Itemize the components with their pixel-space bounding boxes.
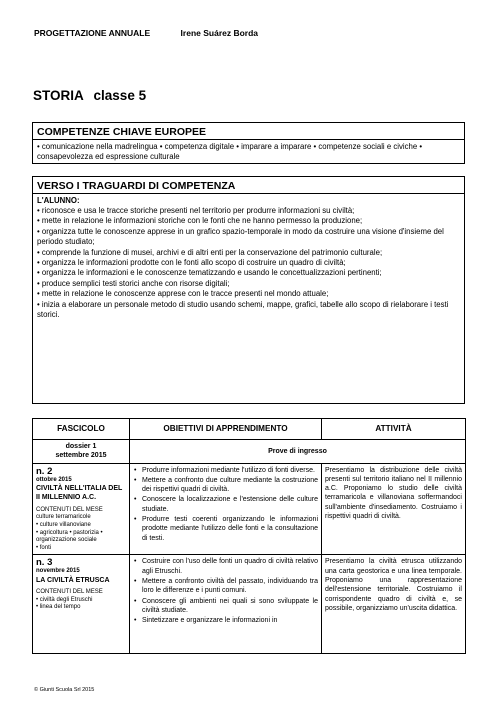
header-title: PROGETTAZIONE ANNUALE bbox=[34, 28, 151, 38]
page-header bbox=[34, 28, 286, 38]
subject-title: STORIA bbox=[33, 88, 84, 103]
obiettivo-item: • Conoscere gli ambienti nei quali si sono sviluppate le civiltà studiate. bbox=[133, 597, 318, 616]
page-title bbox=[33, 88, 146, 103]
table-row bbox=[33, 555, 466, 654]
header-author: Irene Suárez Borda bbox=[180, 28, 259, 38]
competenze-text: • comunicazione nella madrelingua • competenza digitale • imparare a imparare • competenze sociali e civiche • consapevolezza ed espressione culturale bbox=[37, 142, 423, 162]
column-header: FASCICOLO bbox=[33, 419, 130, 440]
fascicolo-date: ottobre 2015 bbox=[36, 476, 72, 483]
traguardo-item: • organizza tutte le conoscenze apprese in un grafico spazio-temporale in modo da costruire una visione d'insieme del periodo studiato; bbox=[37, 226, 444, 247]
column-header: OBIETTIVI DI APPRENDIMENTO bbox=[130, 419, 322, 440]
obiettivo-item: • Mettere a confronto due culture mediante la costruzione dei rispettivi quadri di civiltà. bbox=[133, 476, 318, 495]
competenze-box bbox=[32, 122, 465, 164]
traguardo-item: • riconosce e usa le tracce storiche presenti nel territorio per produrre informazioni su civiltà; bbox=[37, 206, 355, 215]
contents-label: CONTENUTI DEL MESE bbox=[36, 589, 103, 596]
programme-table bbox=[32, 418, 466, 654]
dossier-label: dossier 1 bbox=[65, 443, 97, 450]
traguardi-list bbox=[37, 206, 460, 320]
traguardi-heading: VERSO I TRAGUARDI DI COMPETENZA bbox=[37, 180, 236, 192]
fascicolo-number: n. 2 bbox=[36, 465, 53, 477]
contents-item: • agricoltura • pastorizia • organizzazione sociale bbox=[36, 529, 103, 544]
obiettivi-cell bbox=[130, 555, 322, 654]
contents-item: • linea del tempo bbox=[36, 604, 81, 611]
table-row bbox=[33, 463, 466, 555]
fascicolo-title: CIVILTÀ NELL'ITALIA DEL II MILLENNIO A.C. bbox=[36, 485, 123, 502]
obiettivo-item: • Produrre informazioni mediante l'utilizzo di fonti diverse. bbox=[133, 466, 318, 475]
fascicolo-date: novembre 2015 bbox=[36, 568, 80, 575]
fascicolo-cell bbox=[33, 555, 130, 654]
contents-item: culture terramaricole bbox=[36, 514, 91, 521]
contents-label: CONTENUTI DEL MESE bbox=[36, 506, 103, 513]
traguardo-item: • mette in relazione le informazioni storiche con le fonti che ne hanno permesso la produzione; bbox=[37, 216, 363, 226]
obiettivo-item: • Costruire con l'uso delle fonti un quadro di civiltà relativo agli Etruschi. bbox=[133, 557, 318, 576]
copyright-footer: © Giunti Scuola Srl 2015 bbox=[34, 687, 95, 693]
obiettivi-list bbox=[133, 466, 318, 543]
attivita-text: Presentiamo la distribuzione delle civiltà presenti sul territorio italiano nel II millennio a.C. Proponiamo lo studio delle civiltà terramaricola e villanoviana soffermandoci sull'ambiente d'insediamento. Costruiamo i rispettivi quadri di civiltà. bbox=[325, 466, 462, 521]
table-header-row bbox=[33, 419, 466, 440]
attivita-cell bbox=[322, 463, 466, 555]
traguardo-item: • organizza le informazioni prodotte con le fonti allo scopo di costruire un quadro di civiltà; bbox=[37, 258, 346, 268]
contents-item: • fonti bbox=[36, 544, 52, 551]
traguardo-item: • inizia a elaborare un personale metodo di studio usando schemi, mappe, grafici, tabelle allo scopo di rielaborare i testi storici. bbox=[37, 299, 449, 320]
traguardi-box bbox=[32, 176, 465, 404]
traguardo-item: • produce semplici testi storici anche con risorse digitali; bbox=[37, 278, 230, 288]
obiettivo-item: • Sintetizzare e organizzare le informazioni in bbox=[133, 616, 318, 625]
traguardo-item: • organizza le informazioni e le conoscenze tematizzando e usando le concettualizzazioni pertinenti; bbox=[37, 268, 382, 278]
contents-item: • culture villanoviane bbox=[36, 521, 91, 528]
obiettivi-cell bbox=[130, 463, 322, 555]
traguardi-intro: L'ALUNNO: bbox=[37, 196, 80, 205]
traguardo-item: • comprende la funzione di musei, archivi e di altri enti per la conservazione del patrimonio culturale; bbox=[37, 247, 383, 257]
class-title: classe 5 bbox=[93, 88, 147, 103]
attivita-cell bbox=[322, 555, 466, 654]
obiettivo-item: • Conoscere la localizzazione e l'estensione delle culture studiate. bbox=[133, 495, 318, 514]
obiettivo-item: • Mettere a confronto civiltà del passato, individuando tra loro le differenze e i punti comuni. bbox=[133, 577, 318, 596]
column-header: ATTIVITÀ bbox=[322, 419, 466, 440]
dossier-date: settembre 2015 bbox=[55, 452, 107, 460]
fascicolo-number: n. 3 bbox=[36, 557, 53, 569]
prove-ingresso: Prove di ingresso bbox=[130, 440, 466, 464]
divider bbox=[33, 193, 464, 194]
obiettivi-list bbox=[133, 557, 318, 625]
dossier-cell bbox=[33, 440, 130, 464]
fascicolo-title: LA CIVILTÀ ETRUSCA bbox=[36, 576, 110, 584]
traguardo-item: • mette in relazione le conoscenze apprese con le tracce presenti nel mondo attuale; bbox=[37, 289, 329, 299]
obiettivo-item: • Produrre testi coerenti organizzando le informazioni prodotte mediante l'utilizzo delle fonti e la consultazione di testi. bbox=[133, 515, 318, 543]
dossier-row bbox=[33, 440, 466, 464]
competenze-heading: COMPETENZE CHIAVE EUROPEE bbox=[37, 126, 206, 138]
fascicolo-cell bbox=[33, 463, 130, 555]
contents-item: • civiltà degli Etruschi bbox=[36, 596, 93, 603]
attivita-text: Presentiamo la civiltà etrusca utilizzando una carta geostorica e una linea temporale. Proponiamo una rappresentazione dell'estensione territoriale. Costruiamo il corrispondente quadro di civiltà e, se possibile, organizziamo un'uscita didattica. bbox=[325, 558, 462, 612]
divider bbox=[33, 139, 464, 140]
